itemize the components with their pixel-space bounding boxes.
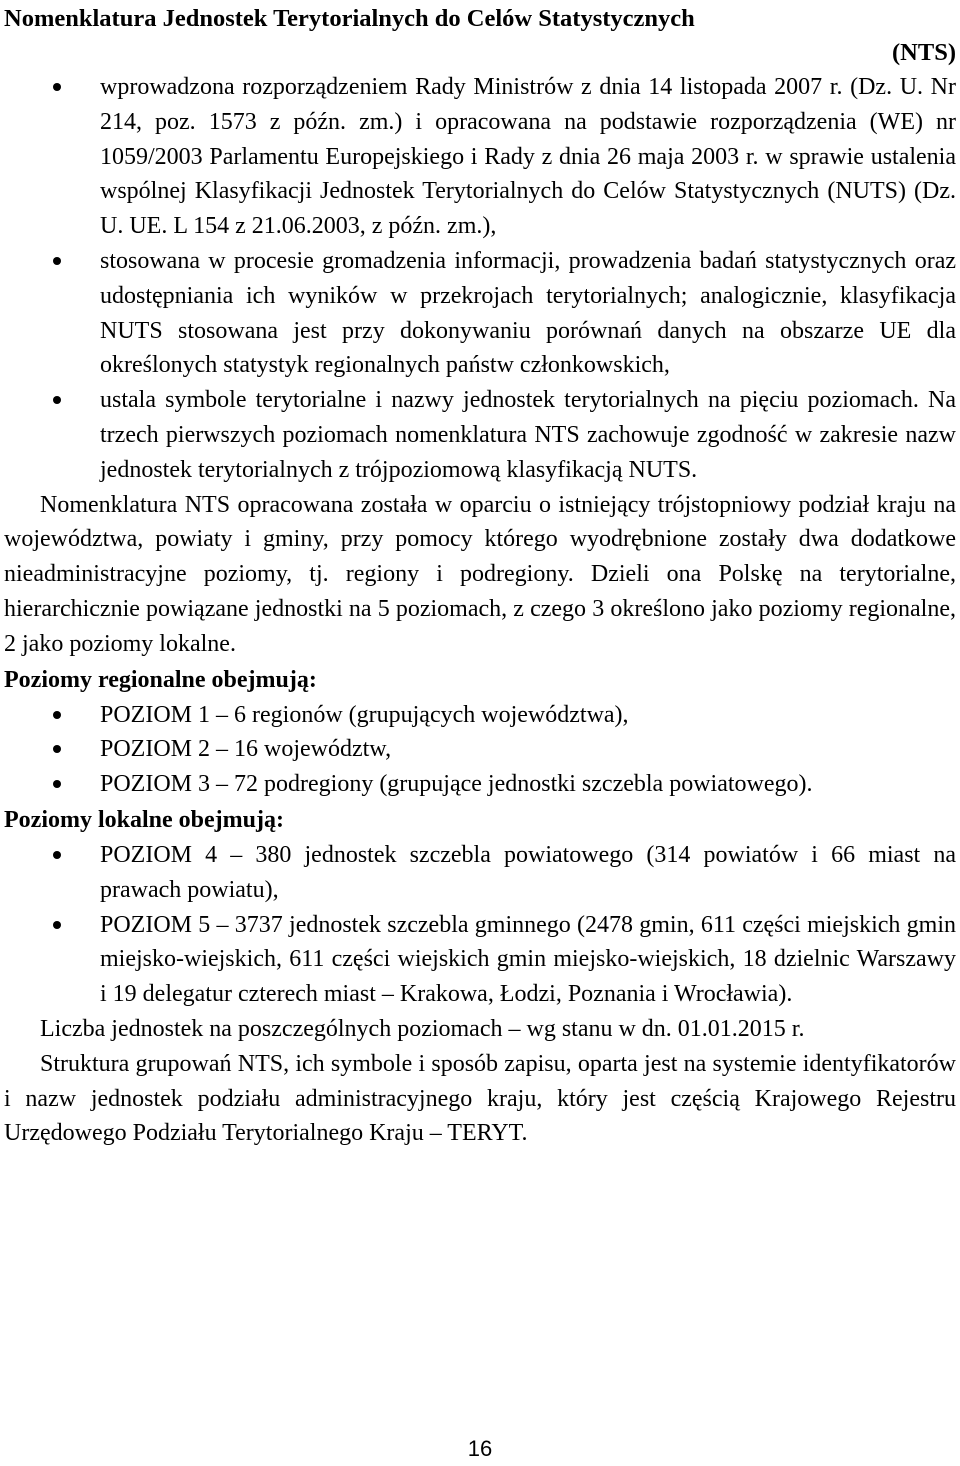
bullet-icon [53,711,61,719]
bullet-icon [53,780,61,788]
bullet-icon [53,83,61,91]
regional-levels-heading: Poziomy regionalne obejmują: [4,666,317,693]
list-item: ustala symbole terytorialne i nazwy jednostek terytorialnych na pięciu poziomach. Na trzech pierwszych poziomach nomenklatura NTS zachowuje zgodność w zakresie nazw jednostek terytorialnych z trójpoziomową klasyfikacją NUTS. [4,383,956,487]
bullet-icon [53,745,61,753]
list-item: POZIOM 4 – 380 jednostek szczebla powiatowego (314 powiatów i 66 miast na prawach powiatu), [4,838,956,908]
title-line-1: Nomenklatura Jednostek Terytorialnych do Celów Statystycznych [4,5,695,32]
list-item: stosowana w procesie gromadzenia informacji, prowadzenia badań statystycznych oraz udostępniania ich wyników w przekrojach terytorialnych; analogicznie, klasyfikacja NUTS stosowana jest przy dokonywaniu porównań danych na obszarze UE dla określonych statystyk regionalnych państw członkowskich, [4,244,956,383]
bullet-icon [53,851,61,859]
bullet-icon [53,396,61,404]
page-number: 16 [467,1436,493,1461]
list-item: wprowadzona rozporządzeniem Rady Ministrów z dnia 14 listopada 2007 r. (Dz. U. Nr 214, poz. 1573 z późn. zm.) i opracowana na podstawie rozporządzenia (WE) nr 1059/2003 Parlamentu Europejskiego i Rady z dnia 26 maja 2003 r. w sprawie ustalenia wspólnej Klasyfikacji Jednostek Terytorialnych do Celów Statystycznych (NUTS) (Dz. U. UE. L 154 z 21.06.2003, z późn. zm.), [4,70,956,244]
bullet-icon [53,921,61,929]
units-count-note: Liczba jednostek na poszczególnych poziomach – wg stanu w dn. 01.01.2015 r. [40,1015,805,1042]
paragraph-structure: Nomenklatura NTS opracowana została w oparciu o istniejący trójstopniowy podział kraju na województwa, powiaty i gminy, przy pomocy którego wyodrębnione zostały dwa dodatkowe nieadministracyjne poziomy, tj. regiony i podregiony. Dzieli ona Polskę na terytorialne, hierarchicznie powiązane jednostki na 5 poziomach, z czego 3 określono jako poziomy regionalne, 2 jako poziomy lokalne. [4,491,956,657]
list-item: POZIOM 3 – 72 podregiony (grupujące jednostki szczebla powiatowego). [4,767,956,802]
local-levels-heading: Poziomy lokalne obejmują: [4,806,284,833]
bullet-icon [53,257,61,265]
paragraph-teryt: Struktura grupowań NTS, ich symbole i sposób zapisu, oparta jest na systemie identyfikatorów i nazw jednostek podziału administracyjnego kraju, który jest częścią Krajowego Rejestru Urzędowego Podziału Terytorialnego Kraju – TERYT. [4,1050,956,1147]
document-title [4,0,956,70]
document-page [4,0,956,1151]
regional-levels-list [4,698,956,802]
list-item: POZIOM 2 – 16 województw, [4,732,956,767]
list-item: POZIOM 1 – 6 regionów (grupujących województwa), [4,698,956,733]
intro-bullet-list [4,70,956,488]
local-levels-list [4,838,956,1012]
list-item: POZIOM 5 – 3737 jednostek szczebla gminnego (2478 gmin, 611 części miejskich gmin miejsko-wiejskich, 611 części wiejskich gmin miejsko-wiejskich, 18 dzielnic Warszawy i 19 delegatur czterech miast – Krakowa, Łodzi, Poznania i Wrocławia). [4,908,956,1012]
title-line-2: (NTS) [892,39,956,66]
